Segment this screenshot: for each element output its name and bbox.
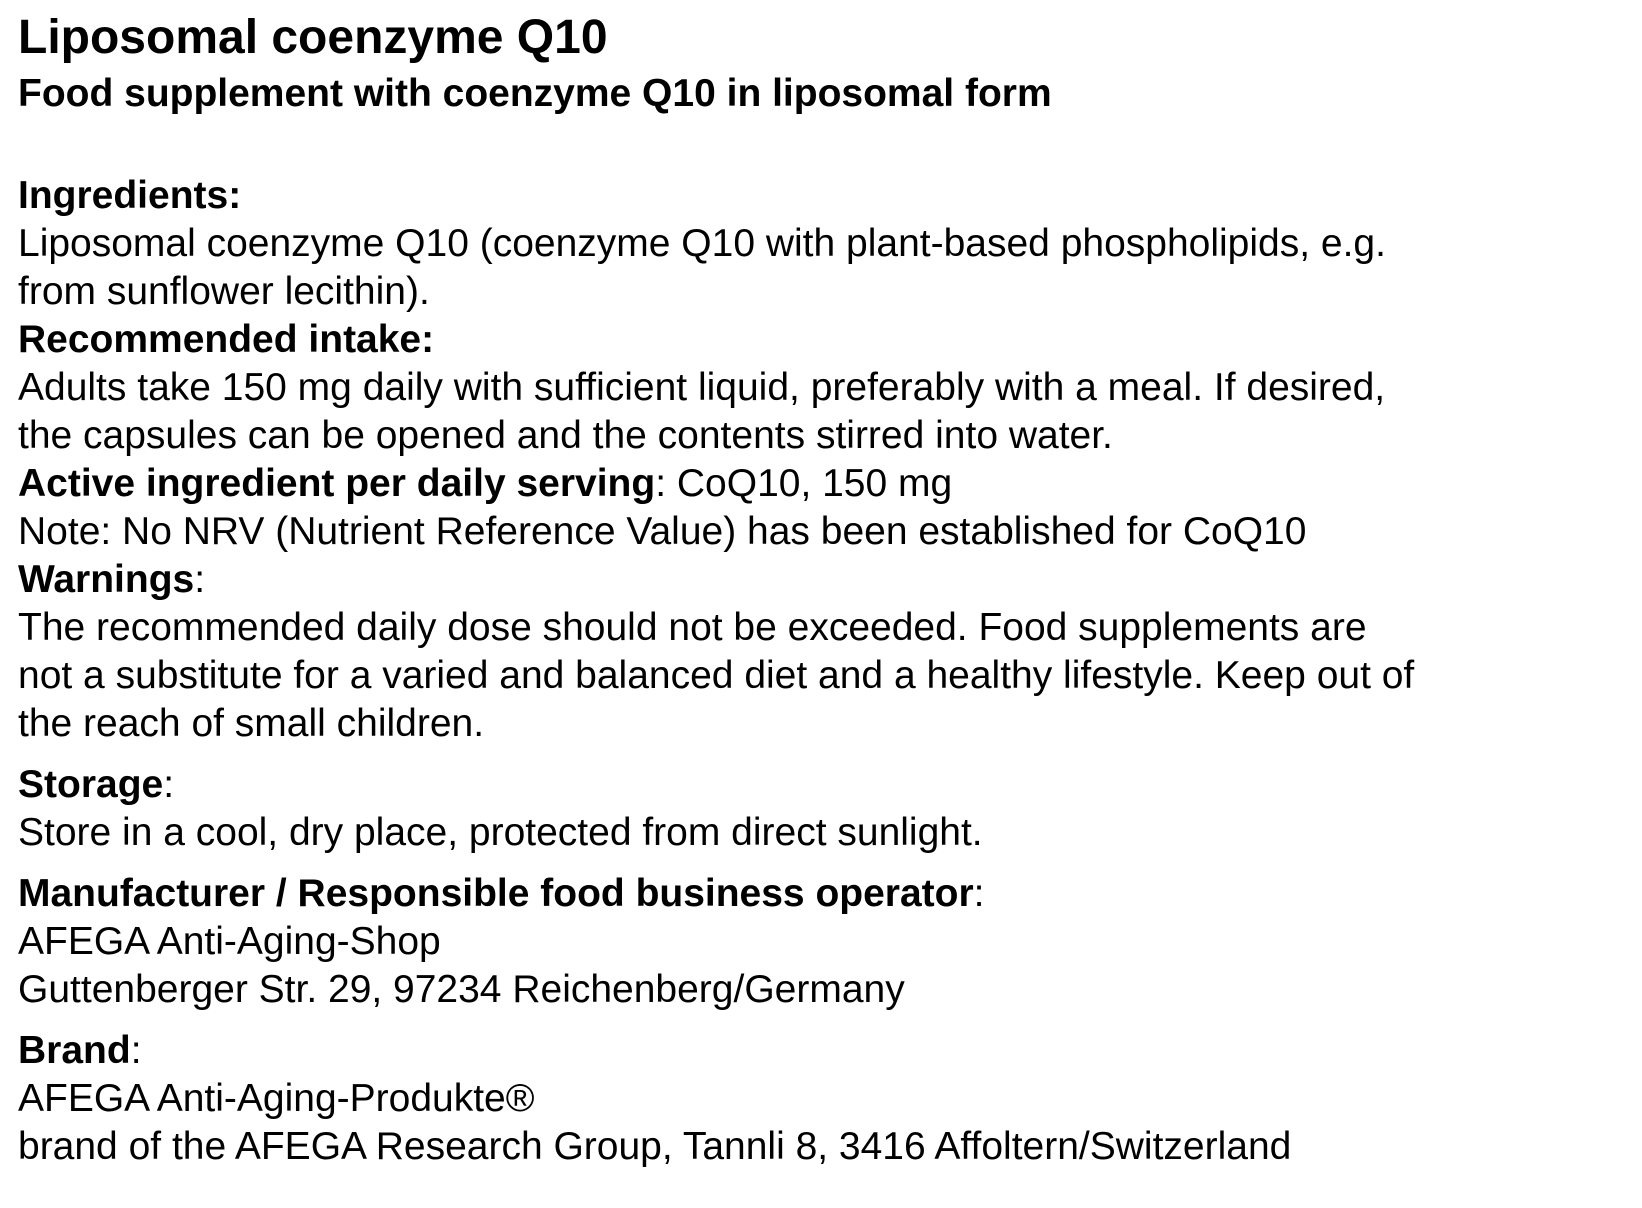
intake-section bbox=[18, 316, 1624, 460]
warnings-section bbox=[18, 556, 1624, 748]
manufacturer-name: AFEGA Anti-Aging-Shop bbox=[18, 920, 441, 963]
intake-text-line-1: Adults take 150 mg daily with sufficient liquid, preferably with a meal. If desired, bbox=[18, 366, 1386, 409]
brand-owner: brand of the AFEGA Research Group, Tannli 8, 3416 Affoltern/Switzerland bbox=[18, 1125, 1292, 1168]
active-ingredient-value: CoQ10, 150 mg bbox=[676, 462, 953, 505]
warnings-colon: : bbox=[194, 558, 206, 601]
page-title: Liposomal coenzyme Q10 bbox=[18, 11, 608, 64]
active-ingredient-heading: Active ingredient per daily serving bbox=[18, 462, 656, 505]
nrv-note: Note: No NRV (Nutrient Reference Value) has been established for CoQ10 bbox=[18, 510, 1307, 553]
brand-heading: Brand bbox=[18, 1029, 131, 1072]
warnings-heading: Warnings bbox=[18, 558, 195, 601]
ingredients-section bbox=[18, 172, 1624, 316]
intake-heading: Recommended intake: bbox=[18, 318, 435, 361]
intake-text-line-2: the capsules can be opened and the contents stirred into water. bbox=[18, 414, 1113, 457]
warnings-text-line-3: the reach of small children. bbox=[18, 702, 485, 745]
storage-section bbox=[18, 761, 1624, 857]
brand-name: AFEGA Anti-Aging-Produkte® bbox=[18, 1077, 535, 1120]
ingredients-text-line-2: from sunflower lecithin). bbox=[18, 270, 430, 313]
manufacturer-heading: Manufacturer / Responsible food business operator bbox=[18, 872, 974, 915]
storage-text: Store in a cool, dry place, protected from direct sunlight. bbox=[18, 811, 983, 854]
warnings-text-line-1: The recommended daily dose should not be exceeded. Food supplements are bbox=[18, 606, 1367, 649]
storage-heading: Storage bbox=[18, 763, 164, 806]
manufacturer-section bbox=[18, 870, 1624, 1014]
warnings-text-line-2: not a substitute for a varied and balanced diet and a healthy lifestyle. Keep out of bbox=[18, 654, 1415, 697]
active-ingredient-colon: : bbox=[655, 462, 677, 505]
ingredients-text-line-1: Liposomal coenzyme Q10 (coenzyme Q10 with plant-based phospholipids, e.g. bbox=[18, 222, 1386, 265]
brand-colon: : bbox=[130, 1029, 142, 1072]
brand-section bbox=[18, 1027, 1624, 1171]
active-ingredient-section bbox=[18, 460, 1624, 556]
storage-colon: : bbox=[163, 763, 175, 806]
page-subtitle: Food supplement with coenzyme Q10 in liposomal form bbox=[18, 72, 1052, 115]
manufacturer-address: Guttenberger Str. 29, 97234 Reichenberg/Germany bbox=[18, 968, 905, 1011]
manufacturer-colon: : bbox=[973, 872, 985, 915]
ingredients-heading: Ingredients: bbox=[18, 174, 242, 217]
